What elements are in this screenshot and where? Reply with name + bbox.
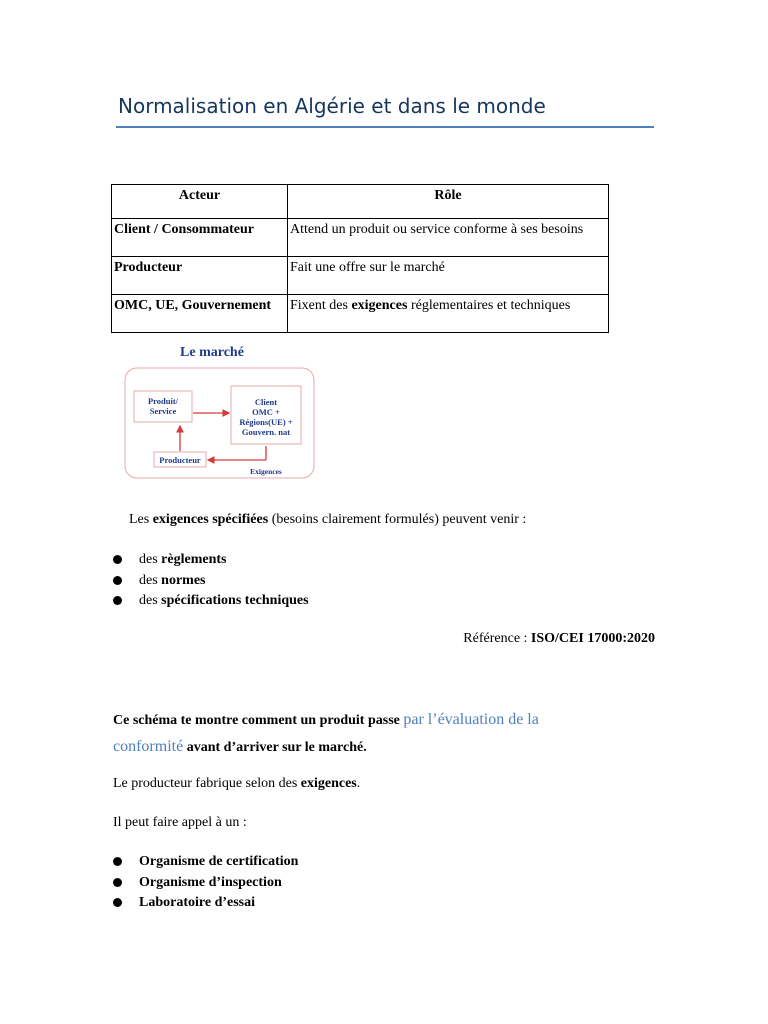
producer-text-end: .: [356, 776, 361, 791]
actor-cell: Client / Consommateur: [112, 219, 288, 257]
producer-bold: exigences: [300, 776, 357, 791]
list-item: Organisme d’inspection: [112, 873, 298, 894]
list-item: [112, 571, 309, 592]
label-exigences: Exigences: [250, 467, 282, 476]
actor-cell: OMC, UE, Gouvernement: [112, 295, 288, 333]
role-bold-text: exigences: [351, 298, 408, 313]
table-row: [112, 257, 609, 295]
item-text: des: [139, 593, 162, 608]
intro-text: Les: [129, 512, 153, 527]
market-diagram: [124, 340, 318, 482]
table-header-row: [112, 185, 609, 219]
schema-highlight: par l’évaluation de la: [403, 711, 539, 728]
list-item: [112, 591, 309, 612]
intro-paragraph: [129, 512, 526, 528]
producer-text: Le producteur fabrique selon des: [113, 776, 301, 791]
bodies-list: [112, 852, 298, 914]
roles-table: [111, 184, 609, 333]
table-row: [112, 295, 609, 333]
document-title: Normalisation en Algérie et dans le monde: [118, 94, 546, 118]
role-text: Fixent des: [290, 298, 352, 313]
intro-text-end: (besoins clairement formulés) peuvent venir :: [268, 512, 527, 527]
role-text: Attend un produit ou service conforme à ses besoins: [290, 222, 584, 237]
schema-highlight: conformité: [113, 738, 184, 755]
schema-text-end: avant d’arriver sur le marché.: [183, 740, 367, 755]
actor-cell: Producteur: [112, 257, 288, 295]
box-produit-line: Service: [149, 406, 177, 416]
item-bold: règlements: [161, 552, 227, 567]
box-client-line: Client: [254, 397, 278, 407]
item-text: des: [139, 572, 162, 588]
role-cell: [288, 257, 609, 295]
table-row: [112, 219, 609, 257]
sources-list: [112, 550, 309, 612]
diagram-title: Le marché: [180, 345, 244, 360]
schema-text: Ce schéma te montre comment un produit passe: [113, 713, 404, 728]
role-text: Fait une offre sur le marché: [290, 260, 445, 275]
box-client-line: Régions(UE) +: [239, 417, 293, 427]
role-text-end: réglementaires et techniques: [407, 298, 571, 313]
box-client-line: Gouvern. nat: [241, 427, 291, 437]
reference-line: [463, 631, 655, 647]
schema-paragraph: [113, 707, 539, 761]
reference-value: ISO/CEI 17000:2020: [530, 631, 655, 646]
header-acteur: Acteur: [112, 185, 288, 219]
list-item: [112, 550, 309, 571]
role-cell: [288, 295, 609, 333]
box-produit-line: Produit/: [147, 396, 179, 406]
box-producteur-label: Producteur: [159, 455, 201, 465]
box-client-line: OMC +: [252, 407, 280, 417]
list-item: Laboratoire d’essai: [112, 893, 298, 914]
item-text: des: [139, 552, 162, 567]
role-cell: [288, 219, 609, 257]
appeal-paragraph: Il peut faire appel à un :: [113, 815, 247, 830]
list-item: Organisme de certification: [112, 852, 298, 873]
title-underline: [116, 126, 654, 128]
item-bold: spécifications techniques: [161, 593, 309, 608]
header-role: Rôle: [288, 185, 609, 219]
reference-label: Référence :: [463, 631, 531, 646]
item-bold: normes: [161, 572, 206, 588]
producer-paragraph: [113, 776, 360, 792]
intro-bold: exigences spécifiées: [152, 512, 269, 527]
